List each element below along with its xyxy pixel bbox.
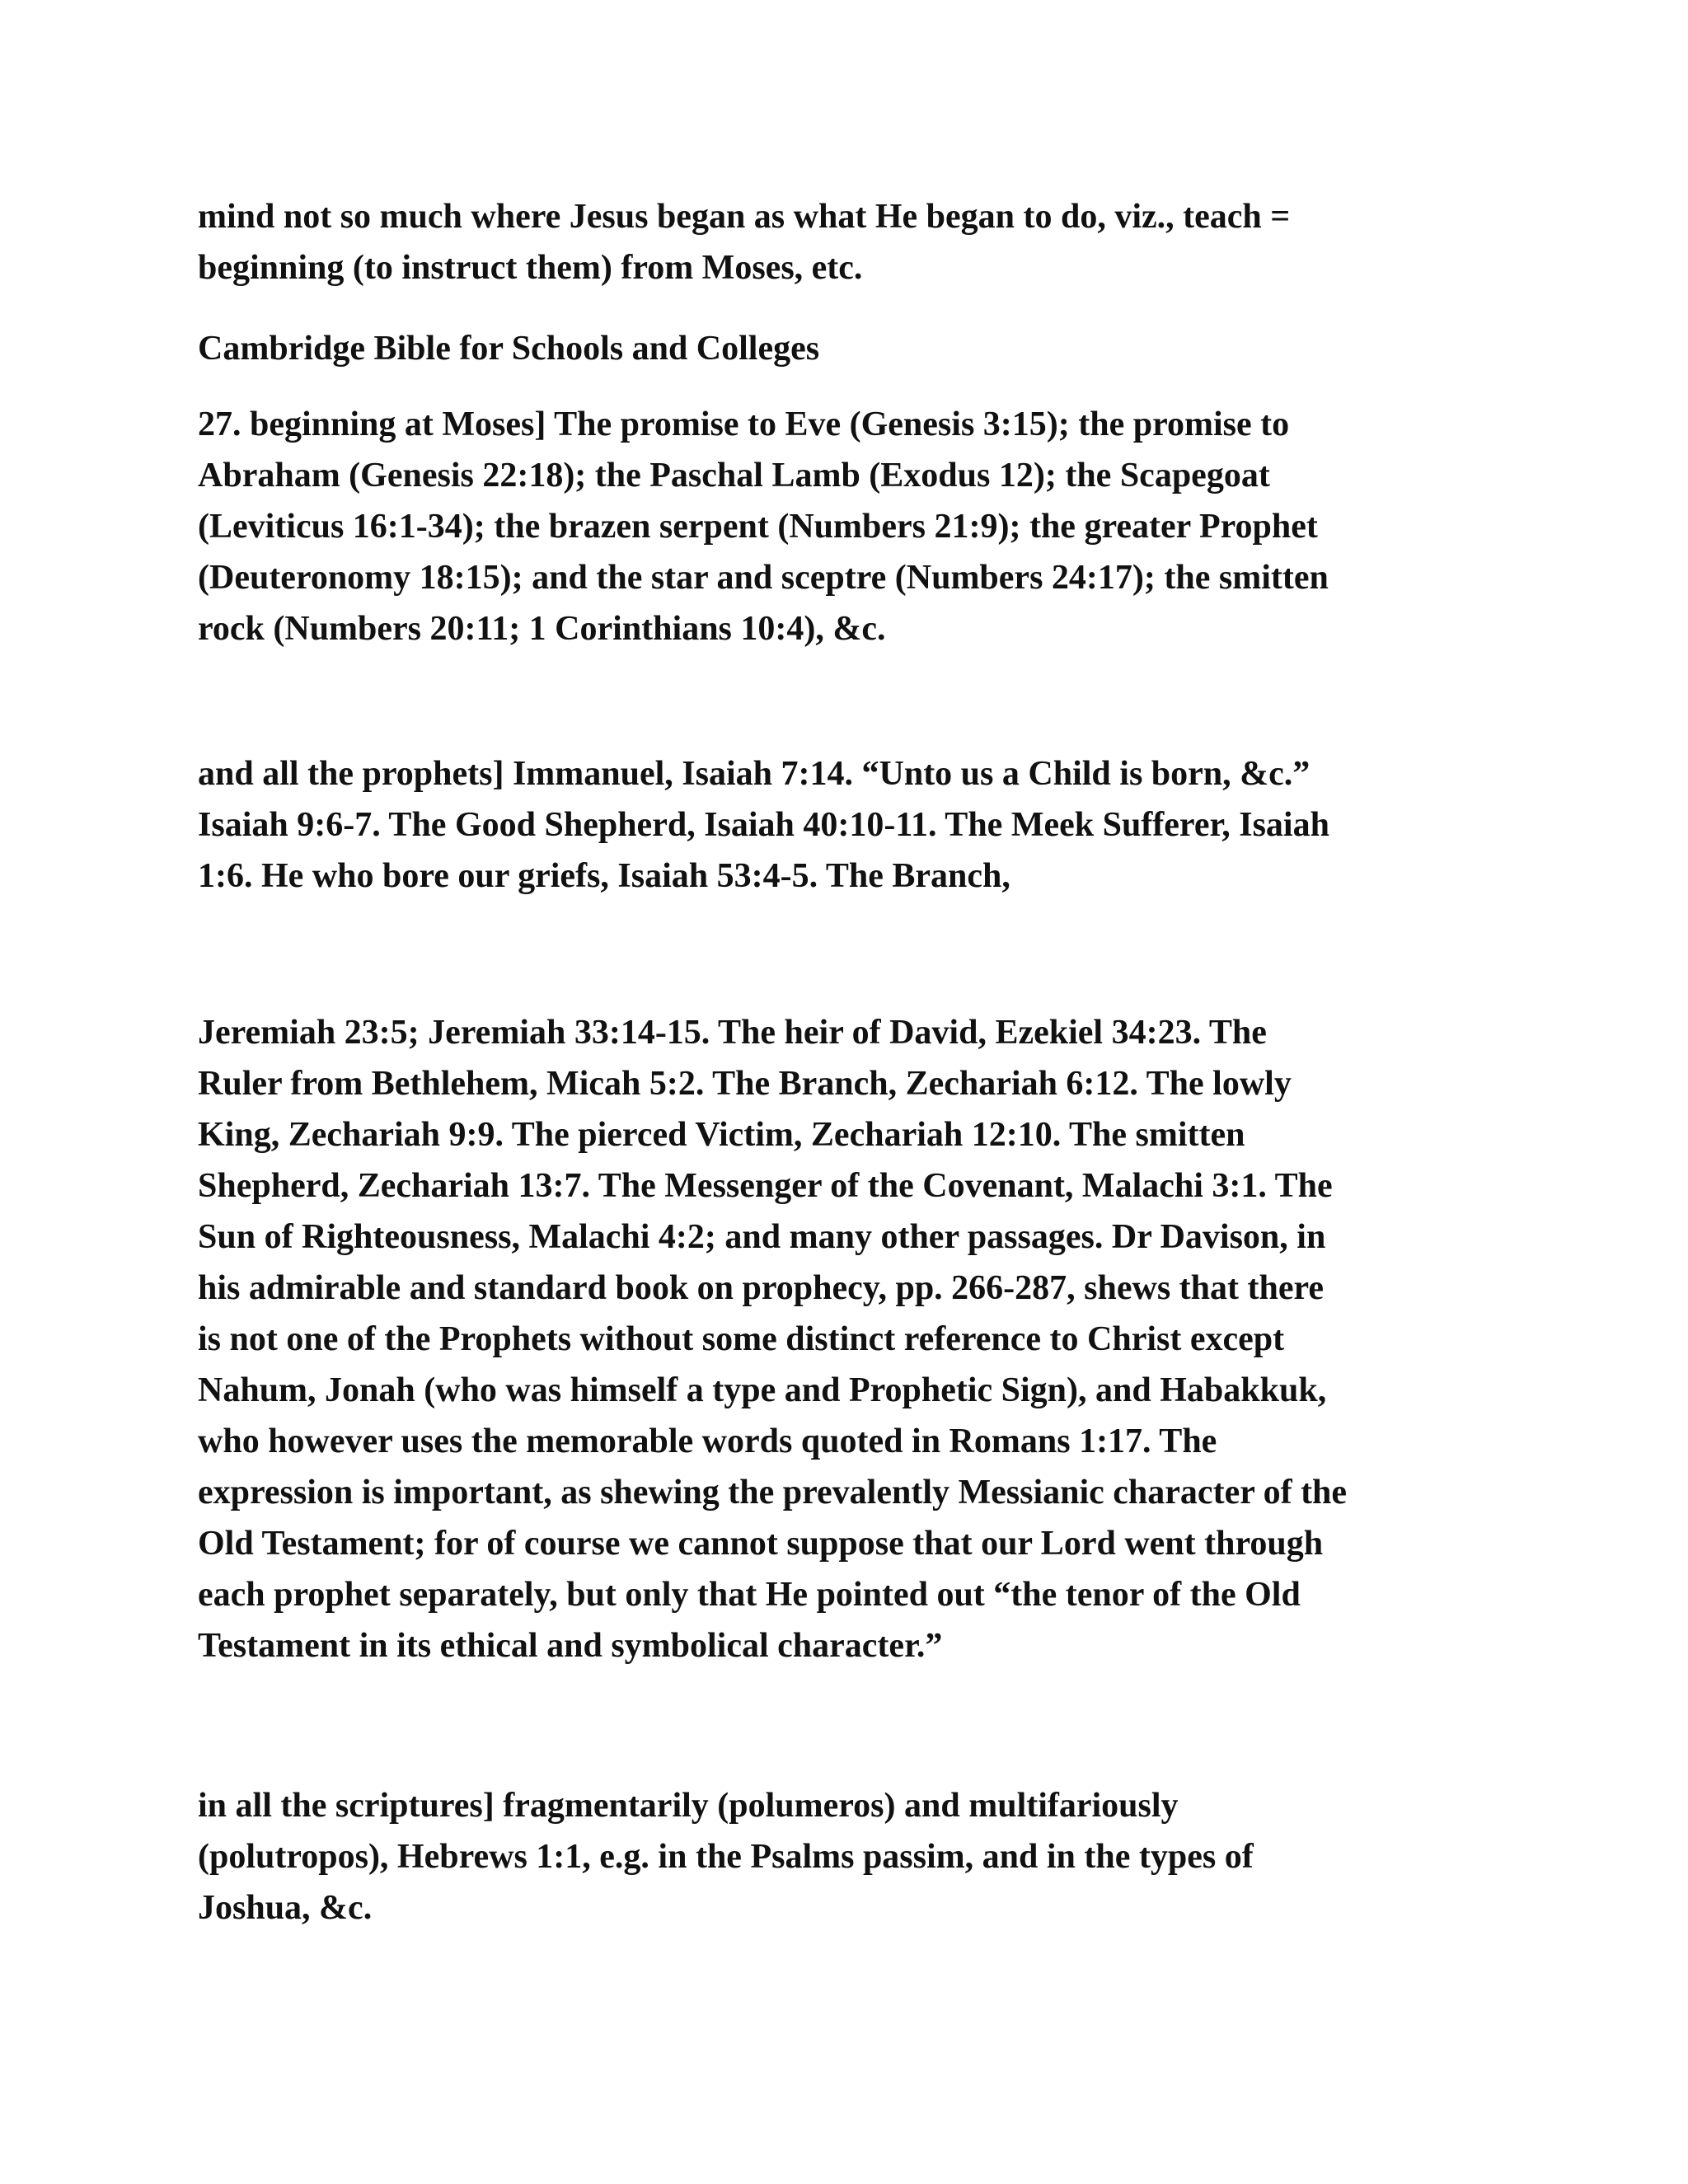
paragraph-all-the-scriptures: in all the scriptures] fragmentarily (polumeros) and multifariously (polutropos), Hebrews 1:1, e.g. in the Psalms passim, and in the types of Joshua, &c. (198, 1787, 1254, 1927)
paragraph-prophets-continued: Jeremiah 23:5; Jeremiah 33:14-15. The heir of David, Ezekiel 34:23. The Ruler from Bethlehem, Micah 5:2. The Branch, Zechariah 6:12. The lowly King, Zechariah 9:9. The pierced Victim, Zechariah 12:10. The smitten Shepherd, Zechariah 13:7. The Messenger of the Covenant, Malachi 3:1. The Sun of Righteousness, Malachi 4:2; and many other passages. Dr Davison, in his admirable and standard book on prophecy, pp. 266-287, shews that there is not one of the Prophets without some distinct reference to Christ except Nahum, Jonah (who was himself a type and Prophetic Sign), and Habakkuk, who however uses the memorable words quoted in Romans 1:17. The expression is important, as shewing the prevalently Messianic character of the Old Testament; for of course we cannot suppose that our Lord went through each prophet separately, but only that He pointed out “the tenor of the Old Testament in its ethical and symbolical character.” (198, 1014, 1348, 1665)
paragraph-all-the-prophets: and all the prophets] Immanuel, Isaiah 7:14. “Unto us a Child is born, &c.” Isaiah 9:6-7. The Good Shepherd, Isaiah 40:10-11. The Meek Sufferer, Isaiah 1:6. He who bore our griefs, Isaiah 53:4-5. The Branch, (198, 755, 1329, 895)
source-heading: Cambridge Bible for Schools and Colleges (198, 330, 820, 368)
paragraph-beginning-at-moses: 27. beginning at Moses] The promise to Eve (Genesis 3:15); the promise to Abraham (Genesis 22:18); the Paschal Lamb (Exodus 12); the Scapegoat (Leviticus 16:1-34); the brazen serpent (Numbers 21:9); the greater Prophet (Deuteronomy 18:15); and the star and sceptre (Numbers 24:17); the smitten rock (Numbers 20:11; 1 Corinthians 10:4), &c. (198, 405, 1329, 648)
paragraph-continuation: mind not so much where Jesus began as what He began to do, viz., teach = beginning (to instruct them) from Moses, etc. (198, 198, 1291, 287)
